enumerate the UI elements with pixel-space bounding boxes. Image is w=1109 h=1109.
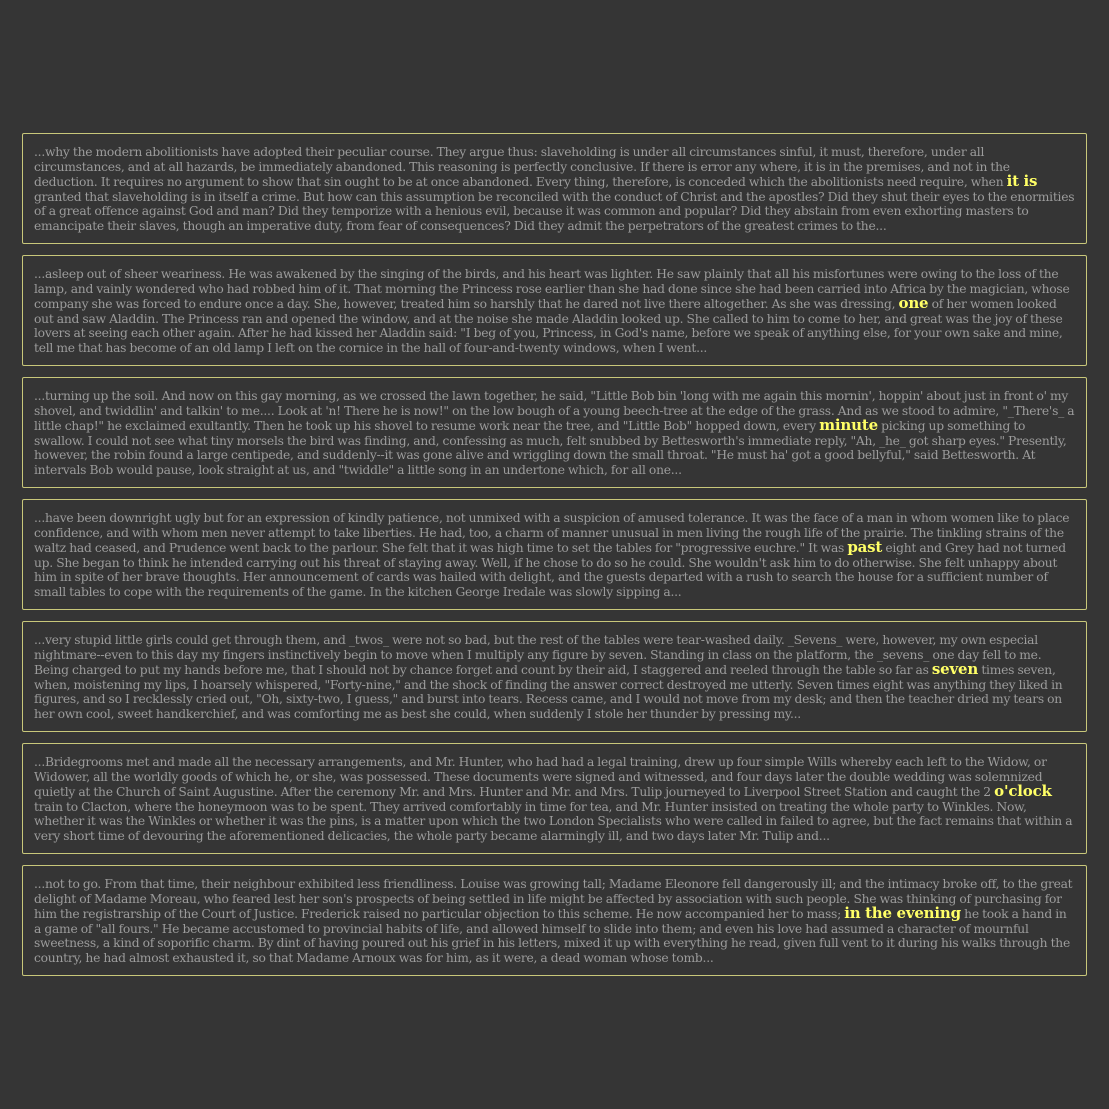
passage-text <box>34 389 1076 478</box>
passage-text-after: eight and Grey had not turned up. She began to think he intended carrying out his threat of staying away. Well, if he chose to do so he could. She wouldn't ask him to do otherwise. She felt unhappy about him in spite of her brave thoughts. Her announcement of cards was hailed with delight, and the guests departed with a rush to search the house for a sufficient number of small tables to cope with the requirements of the game. In the kitchen George Iredale was slowly sipping a... <box>34 541 1066 599</box>
passage-text <box>34 877 1076 966</box>
passage-text-after: he took a hand in a game of "all fours." He became accustomed to provincial habits of life, and allowed himself to slide into them; and even his love had assumed a character of mournful sweetness, a kind of soporific charm. By dint of having poured out his grief in his letters, mixed it up with everything he read, given full vent to it during his walks through the country, he had almost exhausted it, so that Madame Arnoux was for him, as it were, a dead woman whose tomb... <box>34 907 1070 965</box>
passage-text <box>34 633 1076 722</box>
passage-text <box>34 755 1076 844</box>
passage-card <box>22 255 1087 366</box>
highlighted-phrase: it is <box>1006 172 1038 191</box>
passage-text-before: ...Bridegrooms met and made all the necessary arrangements, and Mr. Hunter, who had had a legal training, drew up four simple Wills whereby each left to the Widow, or Widower, all the worldly goods of which he, or she, was possessed. These documents were signed and witnessed, and four days later the double wedding was solemnized quietly at the Church of Saint Augustine. After the ceremony Mr. and Mrs. Hunter and Mr. and Mrs. Tulip journeyed to Liverpool Street Station and caught the 2 <box>34 755 1047 800</box>
passage-text-after: granted that slaveholding is in itself a crime. But how can this assumption be reconciled with the conduct of Christ and the apostles? Did they shut their eyes to the enormities of a great offence against God and man? Did they temporize with a henious evil, because it was common and popular? Did they abstain from even exhorting masters to emancipate their slaves, though an imperative duty, from fear of consequences? Did they admit the perpetrators of the greatest crimes to the... <box>34 189 1075 233</box>
passage-text <box>34 511 1076 600</box>
passage-text-after: train to Clacton, where the honeymoon was to be spent. They arrived comfortably in time for tea, and Mr. Hunter insisted on treating the whole party to Winkles. Now, whether it was the Winkles or whether it was the pins, is a matter upon which the two London Specialists who were called in failed to agree, but the fact remains that within a very short time of devouring the aforementioned delicacies, the whole party became alarmingly ill, and two days later Mr. Tulip and... <box>34 799 1073 843</box>
passage-text-after: picking up something to swallow. I could not see what tiny morsels the bird was finding, and, confessing as much, felt snubbed by Bettesworth's immediate reply, "Ah, _he_ got sharp eyes." Presently, however, the robin found a large centipede, and suddenly--it was gone alive and wriggling down the small throat. "He must ha' got a good bellyful," said Bettesworth. At intervals Bob would pause, look straight at us, and "twiddle" a little song in an undertone which, for all one... <box>34 419 1067 477</box>
passage-text-before: ...have been downright ugly but for an expression of kindly patience, not unmixed with a suspicion of amused tolerance. It was the face of a man in whom women like to place confidence, and with whom men never attempt to take liberties. He had, too, a charm of manner unusual in men living the rough life of the prairie. The tinkling strains of the waltz had ceased, and Prudence went back to the parlour. She felt that it was high time to set the tables for "progressive euchre." It was <box>34 511 1070 556</box>
highlighted-phrase: o'clock <box>994 782 1052 801</box>
passage-card <box>22 133 1087 244</box>
highlighted-phrase: in the evening <box>844 904 961 923</box>
highlighted-phrase: past <box>847 538 883 557</box>
passage-text-before: ...why the modern abolitionists have adopted their peculiar course. They argue thus: slaveholding is under all circumstances sinful, it must, therefore, under all circumstances, and at all hazards, be immediately abandoned. This reasoning is perfectly conclusive. If there is error any where, it is in the premises, and not in the deduction. It requires no argument to show that sin ought to be at once abandoned. Every thing, therefore, is conceded which the abolitionists need require, when <box>34 145 1010 190</box>
passage-list <box>22 133 1087 976</box>
passage-text <box>34 145 1076 234</box>
highlighted-phrase: one <box>898 294 929 313</box>
passage-text-after: times seven, when, moistening my lips, I hoarsely whispered, "Forty-nine," and the shock of finding the answer correct destroyed me utterly. Seven times eight was anything they liked in figures, and so I recklessly cried out, "Oh, sixty-two, I guess," and burst into tears. Recess came, and I would not move from my desk; and then the teacher dried my tears on her own cool, sweet handkerchief, and was comforting me as best she could, when suddenly I stole her thunder by pressing my... <box>34 663 1063 721</box>
passage-text-before: ...turning up the soil. And now on this gay morning, as we crossed the lawn together, he said, "Little Bob bin 'long with me again this mornin', hoppin' about just in front o' my shovel, and twiddlin' and talkin' to me.... Look at 'n! There he is now!" on the low bough of a young beech-tree at the edge of the grass. And as we stood to admire, "_There's_ a little chap!" he exclaimed exultantly. Then he took up his shovel to resume work near the tree, and "Little Bob" hopped down, every <box>34 389 1075 434</box>
passage-card <box>22 377 1087 488</box>
passage-card <box>22 865 1087 976</box>
passage-card <box>22 743 1087 854</box>
passage-text-before: ...asleep out of sheer weariness. He was awakened by the singing of the birds, and his heart was lighter. He saw plainly that all his misfortunes were owing to the loss of the lamp, and vainly wondered who had robbed him of it. That morning the Princess rose earlier than she had done since she had been carried into Africa by the magician, whose company she was forced to endure once a day. She, however, treated him so harshly that he dared not live there altogether. As she was dressing, <box>34 267 1070 312</box>
passage-card <box>22 499 1087 610</box>
passage-card <box>22 621 1087 732</box>
passage-text-before: ...not to go. From that time, their neighbour exhibited less friendliness. Louise was growing tall; Madame Eleonore fell dangerously ill; and the intimacy broke off, to the great delight of Madame Moreau, who feared lest her son's prospects of being settled in life might be affected by association with such people. She was thinking of purchasing for him the registrarship of the Court of Justice. Frederick raised no particular objection to this scheme. He now accompanied her to mass; <box>34 877 1073 922</box>
passage-text-after: of her women looked out and saw Aladdin. The Princess ran and opened the window, and at the noise she made Aladdin looked up. She called to him to come to her, and great was the joy of these lovers at seeing each other again. After he had kissed her Aladdin said: "I beg of you, Princess, in God's name, before we speak of anything else, for your own sake and mine, tell me that has become of an old lamp I left on the cornice in the hall of four-and-twenty windows, when I went... <box>34 297 1063 355</box>
highlighted-phrase: minute <box>819 416 878 435</box>
passage-text <box>34 267 1076 356</box>
passage-text-before: ...very stupid little girls could get through them, and _twos_ were not so bad, but the rest of the tables were tear-washed daily. _Sevens_ were, however, my own especial nightmare--even to this day my fingers instinctively begin to move when I multiply any figure by seven. Standing in class on the platform, the _sevens_ one day fell to me. Being charged to put my hands before me, that I should not by chance forget and count by their aid, I staggered and reeled through the table so far as <box>34 633 1042 678</box>
highlighted-phrase: seven <box>931 660 979 679</box>
